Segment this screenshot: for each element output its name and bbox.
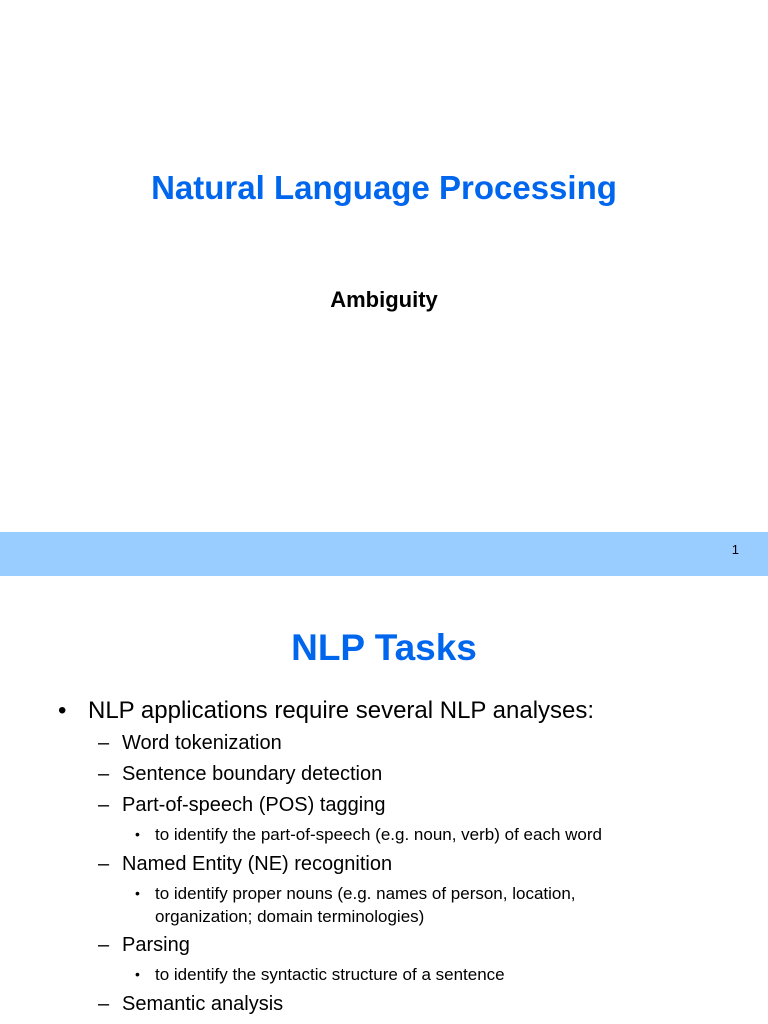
sub-list-item-text: to identify the syntactic structure of a sentence (155, 965, 505, 984)
list-item-text: Part-of-speech (POS) tagging (122, 794, 386, 816)
sub-bullet-marker: • (135, 885, 140, 901)
slide-subtitle: Ambiguity (330, 287, 438, 312)
sub-list-item-text: to identify proper nouns (e.g. names of person, location, organization; domain terminologies) (155, 884, 576, 926)
list-item-text: Parsing (122, 934, 190, 956)
list-item-text: Sentence boundary detection (122, 763, 383, 785)
page-number: 1 (731, 542, 739, 557)
list-item-text: Word tokenization (122, 732, 282, 754)
dash-marker: – (98, 763, 110, 785)
slide-title: NLP Tasks (291, 627, 477, 668)
list-item-text: Semantic analysis (122, 993, 284, 1015)
slide-title: Natural Language Processing (151, 169, 617, 206)
dash-marker: – (98, 853, 110, 875)
bullet-marker: • (58, 697, 67, 724)
dash-marker: – (98, 993, 110, 1015)
nlp-tasks-slide (0, 576, 768, 1024)
dash-marker: – (98, 732, 110, 754)
sub-bullet-marker: • (135, 966, 140, 982)
list-item-text: Named Entity (NE) recognition (122, 853, 393, 875)
dash-marker: – (98, 934, 110, 956)
slide-footer-band (0, 532, 768, 576)
bullet-text: NLP applications require several NLP analyses: (88, 697, 595, 724)
dash-marker: – (98, 794, 110, 816)
sub-list-item-text: to identify the part-of-speech (e.g. noun, verb) of each word (155, 825, 602, 844)
sub-bullet-marker: • (135, 826, 140, 842)
